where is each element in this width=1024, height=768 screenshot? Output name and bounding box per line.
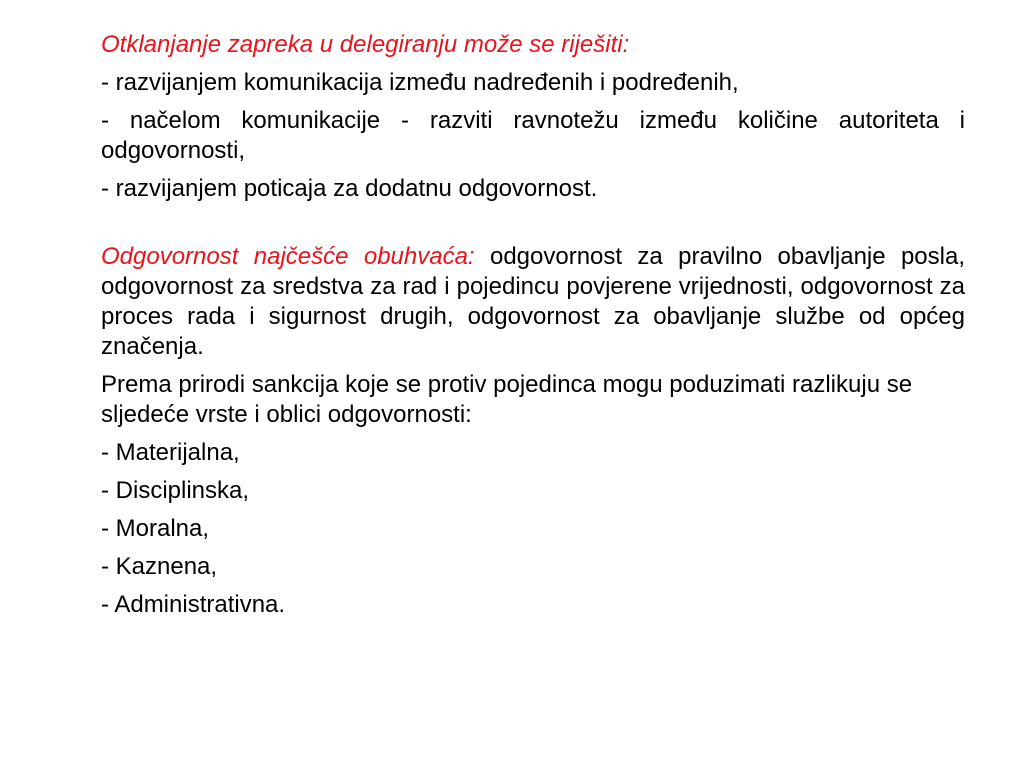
delegation-heading: Otklanjanje zapreka u delegiranju može se riješiti:: [101, 31, 630, 58]
liability-type-1: - Materijalna,: [101, 439, 240, 466]
liability-type-3: - Moralna,: [101, 515, 210, 542]
delegation-item-3: - razvijanjem poticaja za dodatnu odgovornost.: [101, 175, 598, 202]
responsibility-lead: Odgovornost najčešće obuhvaća:: [101, 243, 475, 270]
responsibility-text: odgovornost za pravilno obavljanje posla, odgovornost za sredstva za rad i pojedincu povjerene vrijednosti, odgovornost za proces rada i sigurnost drugih, odgovornost za obavljanje službe od općeg značenja.: [101, 243, 965, 360]
delegation-item-2: - načelom komunikacije - razviti ravnotežu između količine autoriteta i odgovornosti,: [101, 107, 965, 164]
slide-content: [101, 30, 965, 628]
delegation-item-1: - razvijanjem komunikacija između nadređenih i podređenih,: [101, 69, 739, 96]
liability-type-4: - Kaznena,: [101, 553, 218, 580]
liability-type-2: - Disciplinska,: [101, 477, 250, 504]
liability-type-5: - Administrativna.: [101, 591, 286, 618]
responsibility-paragraph: [101, 242, 965, 362]
paragraph-gap: [101, 212, 965, 242]
sanctions-intro: Prema prirodi sankcija koje se protiv pojedinca mogu poduzimati razlikuju se sljedeće vrste i oblici odgovornosti:: [101, 371, 913, 428]
